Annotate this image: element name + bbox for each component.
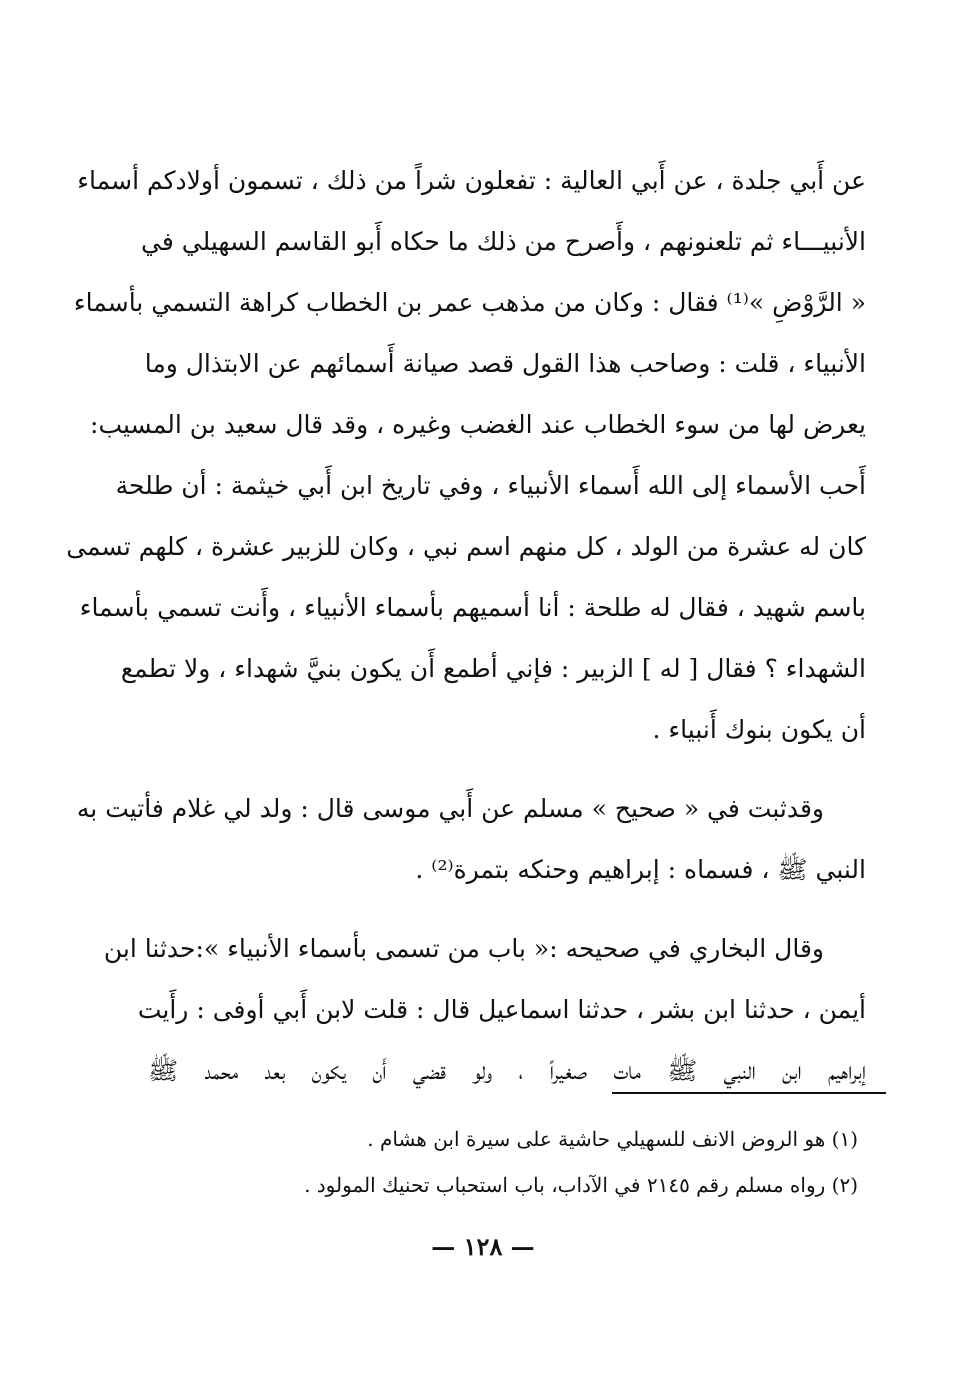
text-line: إبراهيم ابن النبي ﷺ مات صغيراً ، ولو قضي أَن يكون بعد محمد ﷺ — [148, 1056, 866, 1085]
footnote-2: (٢) رواه مسلم رقم ٢١٤٥ في الآداب، باب استحباب تحنيك المولود . — [304, 1173, 858, 1197]
text-line: كان له عشرة من الولد ، كل منهم اسم نبي ، وكان للزبير عشرة ، كلهم تسمى — [66, 532, 866, 561]
footnote-1: (١) هو الروض الانف للسهيلي حاشية على سيرة ابن هشام . — [367, 1127, 858, 1151]
text-line: الأنبياء ، قلت : وصاحب هذا القول قصد صيانة أَسمائهم عن الابتذال وما — [144, 349, 866, 378]
text-line: الشهداء ؟ فقال [ له ] الزبير : فإني أطمع أَن يكون بنيَّ شهداء ، ولا تطمع — [120, 654, 866, 683]
text-line: وقال البخاري في صحيحه :« باب من تسمى بأسماء الأنبياء »:حدثنا ابن — [103, 934, 824, 963]
text-line: أَحب الأسماء إلى الله أَسماء الأنبياء ، وفي تاريخ ابن أَبي خيثمة : أن طلحة — [115, 471, 866, 500]
text-line: وقدثبت في « صحيح » مسلم عن أَبي موسى قال : ولد لي غلام فأتيت به — [76, 794, 824, 823]
paragraph-3 — [103, 918, 866, 1101]
text-line: أيمن ، حدثنا ابن بشر ، حدثنا اسماعيل قال : قلت لابن أَبي أوفى : رأَيت — [137, 995, 866, 1024]
text-line: أن يكون بنوك أَنبياء . — [652, 715, 866, 744]
footnote-divider — [612, 1092, 886, 1094]
text-line: باسم شهيد ، فقال له طلحة : أنا أسميهم بأسماء الأنبياء ، وأَنت تسمي بأسماء — [79, 593, 866, 622]
text-line: « الرَّوْضِ »⁽¹⁾ فقال : وكان من مذهب عمر بن الخطاب كراهة التسمي بأسماء — [73, 288, 866, 317]
text-line: الأنبيـــاء ثم تلعنونهم ، وأَصرح من ذلك ما حكاه أَبو القاسم السهيلي في — [141, 227, 866, 256]
paragraph-2 — [76, 778, 866, 900]
page-number: — ١٢٨ — — [431, 1232, 535, 1261]
paragraph-1 — [66, 150, 866, 760]
text-line: عن أَبي جلدة ، عن أَبي العالية : تفعلون شراً من ذلك ، تسمون أولادكم أسماء — [77, 166, 866, 195]
text-line: يعرض لها من سوء الخطاب عند الغضب وغيره ، وقد قال سعيد بن المسيب: — [90, 410, 866, 439]
text-line: النبي ﷺ ، فسماه : إبراهيم وحنكه بتمرة⁽²⁾ . — [415, 855, 866, 884]
main-text — [66, 150, 866, 1101]
footnotes — [248, 1116, 858, 1208]
